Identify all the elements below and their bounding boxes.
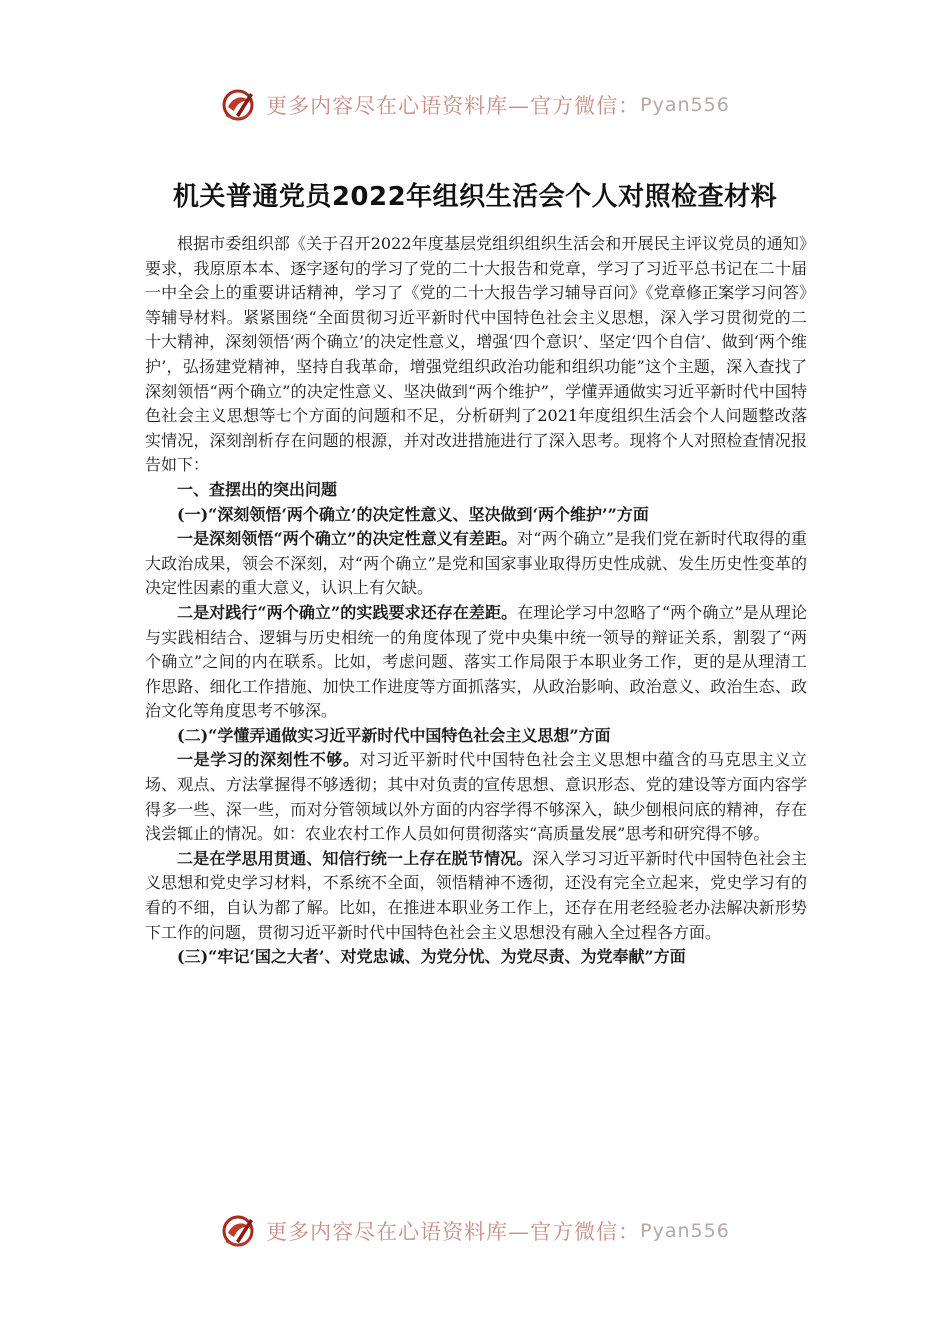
document-body — [145, 232, 807, 970]
subsection-heading: (二)“学懂弄通做实习近平新时代中国特色社会主义思想”方面 — [177, 725, 611, 745]
header-watermark-banner — [0, 80, 950, 130]
body-paragraph: 二是在学思用贯通、知信行统一上存在脱节情况。深入学习习近平新时代中国特色社会主义思想和党史学习材料，不系统不全面，领悟精神不透彻，还没有完全立起来，党史学习有的看的不细，自认为都了解。比如，在推进本职业务工作上，还存在用老经验老办法解决新形势下工作的问题，贯彻习近平新时代中国特色社会主义思想没有融入全过程各方面。 — [145, 848, 807, 942]
section-heading: 一、查摆出的突出问题 — [177, 479, 338, 499]
watermark-text: 更多内容尽在心语资料库—官方微信： — [266, 94, 641, 118]
subsection-heading: (一)“深刻领悟‘两个确立’的决定性意义、坚决做到‘两个维护’”方面 — [177, 504, 649, 524]
document-title: 机关普通党员2022年组织生活会个人对照检查材料 — [172, 182, 778, 212]
body-paragraph: 二是对践行“两个确立”的实践要求还存在差距。在理论学习中忽略了“两个确立”是从理论与实践相结合、逻辑与历史相统一的角度体现了党中央集中统一领导的辩证关系，割裂了“两个确立”之间的内在联系。比如，考虑问题、落实工作局限于本职业务工作，更的是从理清工作思路、细化工作措施、加快工作进度等方面抓落实，从政治影响、政治意义、政治生态、政治文化等角度思考不够深。 — [145, 602, 807, 721]
body-paragraph: 一是深刻领悟“两个确立”的决定性意义有差距。对“两个确立”是我们党在新时代取得的重大政治成果，领会不深刻，对“两个确立”是党和国家事业取得历史性成就、发生历史性变革的决定性因素的重大意义，认识上有欠缺。 — [145, 529, 807, 598]
intro-paragraph: 根据市委组织部《关于召开2022年度基层党组织组织生活会和开展民主评议党员的通知》要求，我原原本本、逐字逐句的学习了党的二十大报告和党章，学习了习近平总书记在二十届一中全会上的重要讲话精神，学习了《党的二十大报告学习辅导百问》《党章修正案学习问答》等辅导材料。紧紧围绕“全面贯彻习近平新时代中国特色社会主义思想，深入学习贯彻党的二十大精神，深刻领悟‘两个确立’的决定性意义，增强‘四个意识’、坚定‘四个自信’、做到‘两个维护’，弘扬建党精神，坚持自我革命，增强党组织政治功能和组织功能”这个主题，深入查找了深刻领悟“两个确立”的决定性意义、坚决做到“两个维护”，学懂弄通做实习近平新时代中国特色社会主义思想等七个方面的问题和不足，分析研判了2021年度组织生活会个人问题整改落实情况，深刻剖析存在问题的根源，并对改进措施进行了深入思考。现将个人对照检查情况报告如下： — [145, 234, 807, 475]
red-swirl-logo-icon — [220, 1211, 260, 1251]
subsection-heading: (三)“牢记‘国之大者’、对党忠诚、为党分忧、为党尽责、为党奉献”方面 — [177, 947, 686, 967]
body-paragraph: 一是学习的深刻性不够。对习近平新时代中国特色社会主义思想中蕴含的马克思主义立场、观点、方法掌握得不够透彻；其中对负责的宣传思想、意识形态、党的建设等方面内容学得多一些、深一些，而对分管领域以外方面的内容学得不够深入，缺少刨根问底的精神，存在浅尝辄止的情况。如：农业农村工作人员如何贯彻落实“高质量发展”思考和研究得不够。 — [145, 750, 807, 844]
watermark-text: 更多内容尽在心语资料库—官方微信： — [266, 1220, 641, 1244]
red-swirl-logo-icon — [220, 85, 260, 125]
footer-watermark-banner — [0, 1206, 950, 1256]
watermark-wechat-id: Pyan556 — [640, 1220, 730, 1242]
watermark-wechat-id: Pyan556 — [640, 94, 730, 116]
